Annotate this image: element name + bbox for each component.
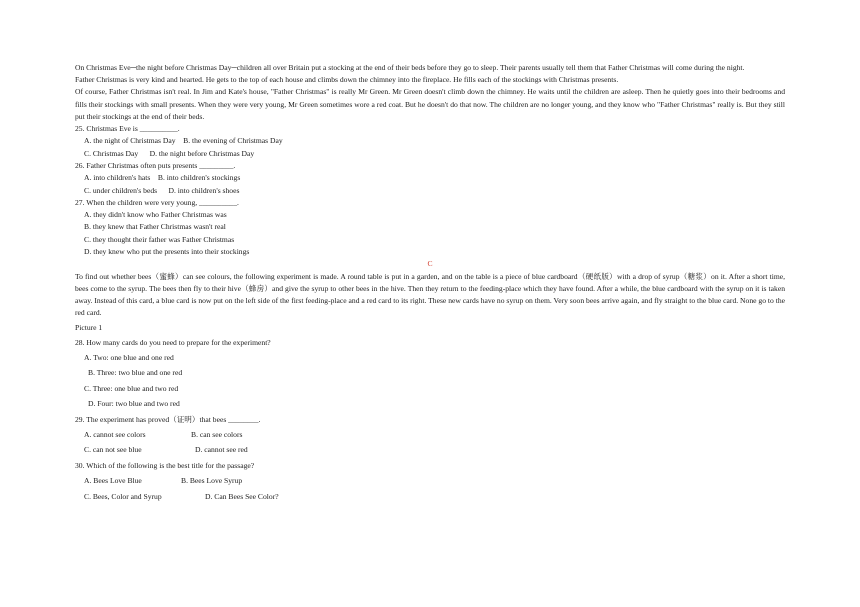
question-25-options-ab: A. the night of Christmas Day B. the evening of Christmas Day: [84, 136, 283, 146]
question-27-option-d: D. they knew who put the presents into their stockings: [84, 246, 250, 256]
question-27-option-c: C. they thought their father was Father Christmas: [84, 234, 235, 244]
question-30-option-b: B. Bees Love Syrup: [181, 476, 243, 486]
question-29-stem: 29. The experiment has proved（证明）that bees ________.: [75, 414, 261, 424]
passage-b-paragraph-3: Of course, Father Christmas isn't real. In Jim and Kate's house, "Father Christmas" is really Mr Green. Mr Green doesn't climb down the chimney. He waits until the children are asleep. Then he quietly goes into their bedrooms and fills their stockings with small presents. When they were very young, Mr Green sometimes wore a red coat. But he doesn't do that now. The children are no longer young, and they know who "Father Christmas" really is. But they still put their stockings at the end of their beds.: [75, 87, 785, 121]
question-26-options-cd: C. under children's beds D. into children's shoes: [84, 185, 240, 195]
question-29-option-a: A. cannot see colors: [84, 430, 146, 440]
question-29-option-c: C. can not see blue: [84, 445, 142, 455]
question-28-option-a: A. Two: one blue and one red: [84, 353, 174, 363]
question-28-option-d: D. Four: two blue and two red: [88, 399, 180, 409]
passage-b-paragraph-2: Father Christmas is very kind and hearted. He gets to the top of each house and climbs down the chimney into the fireplace. He fills each of the stockings with Christmas presents.: [75, 75, 619, 85]
question-28-option-b: B. Three: two blue and one red: [88, 368, 183, 378]
question-29-options-ab: [75, 427, 785, 442]
question-25-stem: 25. Christmas Eve is __________.: [75, 124, 180, 134]
question-26-options-ab: A. into children's hats B. into children's stockings: [84, 173, 241, 183]
question-29-option-d: D. cannot see red: [195, 445, 248, 455]
question-28-stem: 28. How many cards do you need to prepare for the experiment?: [75, 337, 271, 347]
section-c-heading: C: [427, 259, 433, 269]
passage-b-paragraph-1: On Christmas Eve─the night before Christmas Day─children all over Britain put a stocking at the end of their beds before they go to sleep. Their parents usually tell them that Father Christmas will come during the night.: [75, 63, 745, 72]
page-content: [75, 62, 785, 504]
question-27-option-b: B. they knew that Father Christmas wasn't real: [84, 222, 226, 232]
question-29-option-b: B. can see colors: [191, 430, 243, 440]
question-30-stem: 30. Which of the following is the best title for the passage?: [75, 460, 255, 470]
question-30-option-c: C. Bees, Color and Syrup: [84, 491, 162, 501]
question-30-option-a: A. Bees Love Blue: [84, 476, 142, 486]
picture-label: Picture 1: [75, 323, 103, 333]
passage-c-paragraph: To find out whether bees（蜜蜂）can see colours, the following experiment is made. A round table is put in a garden, and on the table is a piece of blue cardboard（硬纸版）with a drop of syrup（糖浆）on it. After a short time, bees come to the syrup. The bees then fly to their hive（蜂房）and give the syrup to other bees in the hive. Then they return to the feeding-place which they have found. After a while, the blue cardboard with the syrup on it is taken away. Instead of this card, a blue card is now put on the left side of the first feeding-place and a red card to its right. These new cards have no syrup on them. Very soon bees arrive again, and fly straight to the blue card. None go to the red card.: [75, 271, 785, 318]
question-30-option-d: D. Can Bees See Color?: [205, 491, 279, 501]
question-29-options-cd: [75, 442, 785, 457]
question-27-stem: 27. When the children were very young, __________.: [75, 197, 239, 207]
question-25-options-cd: C. Christmas Day D. the night before Christmas Day: [84, 148, 255, 158]
question-30-options-ab: [75, 473, 785, 488]
question-28-option-c: C. Three: one blue and two red: [84, 383, 179, 393]
question-26-stem: 26. Father Christmas often puts presents _________.: [75, 160, 236, 170]
section-c-questions: [75, 335, 785, 504]
question-27-option-a: A. they didn't know who Father Christmas was: [84, 210, 227, 220]
question-30-options-cd: [75, 489, 785, 504]
